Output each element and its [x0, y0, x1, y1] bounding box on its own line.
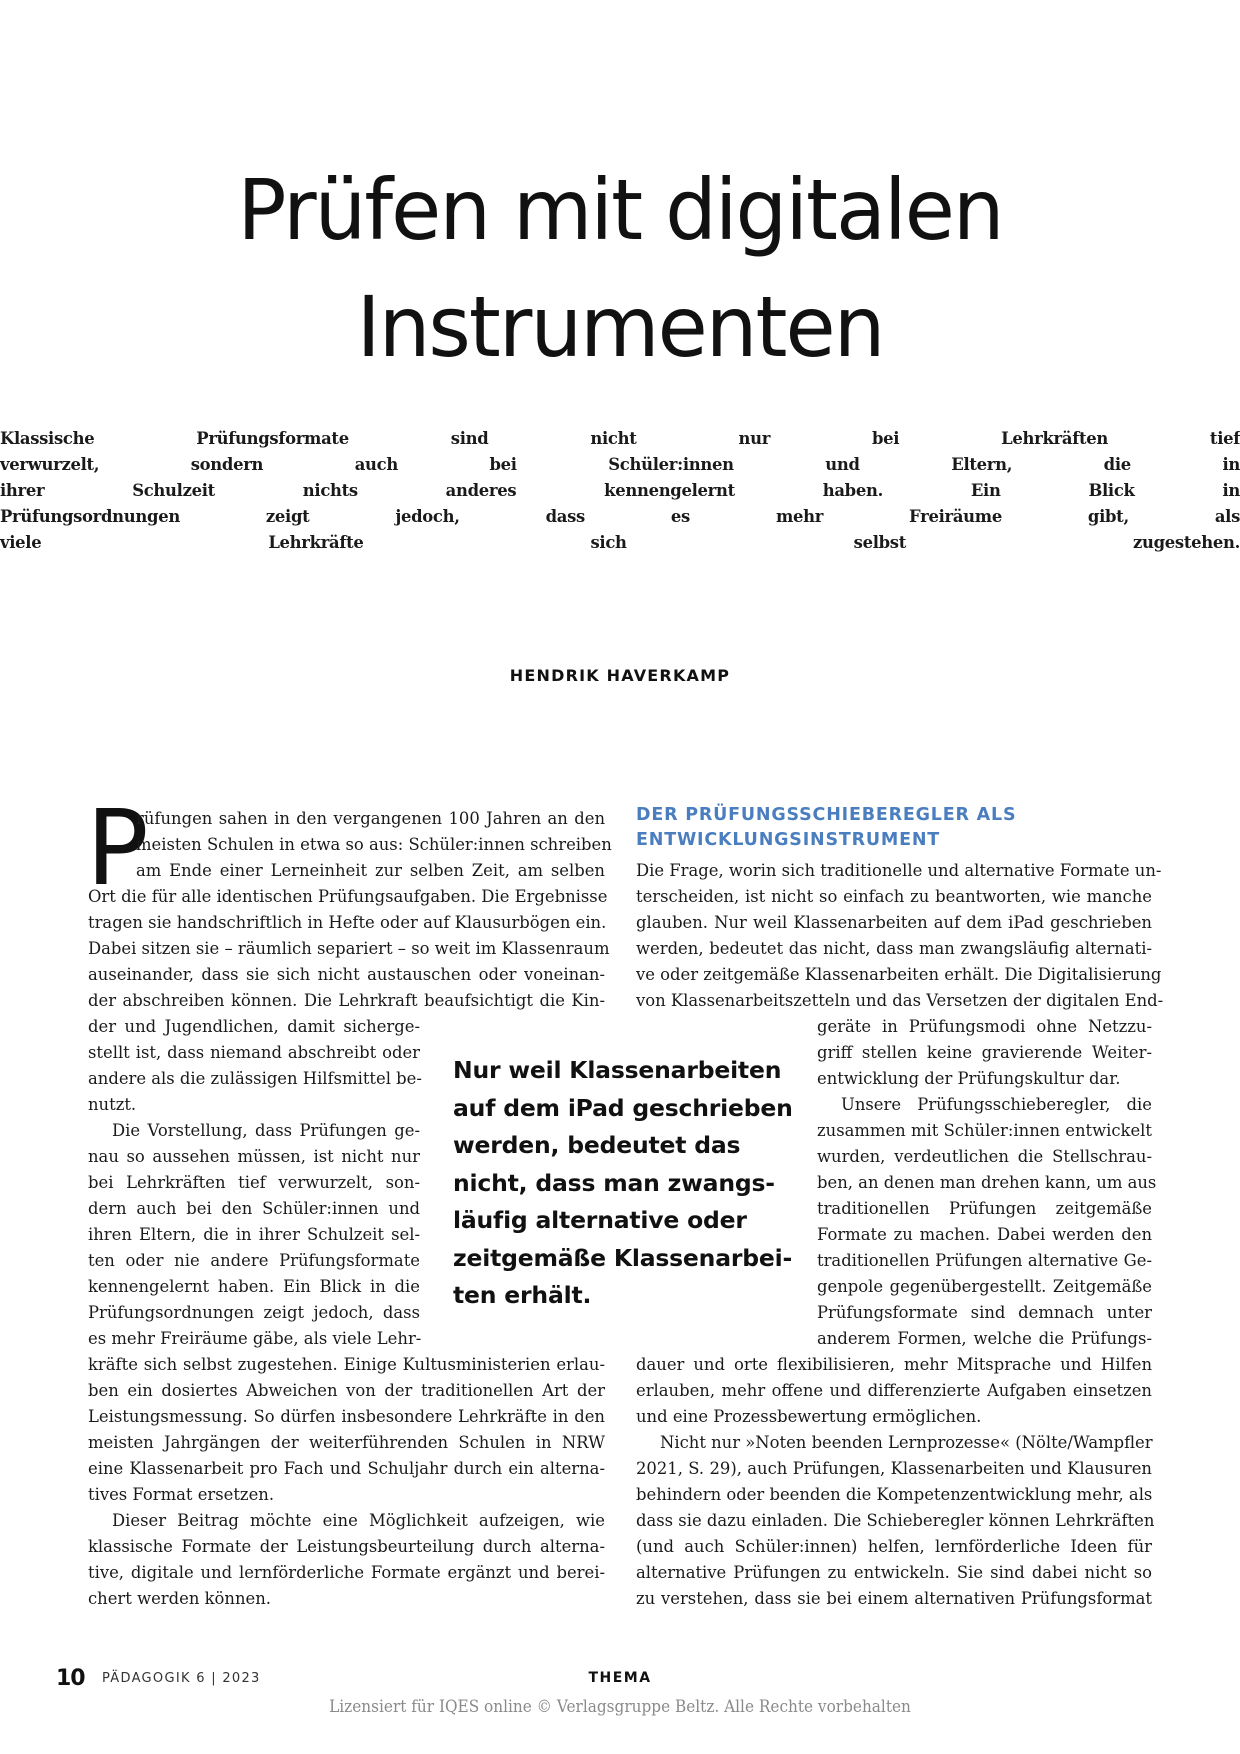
section-heading-line: ENTWICKLUNGSINSTRUMENT [636, 830, 941, 850]
body-text-line: Die Vorstellung, dass Prüfungen ge- [112, 1121, 420, 1140]
body-text-line: anderem Formen, welche die Prüfungs- [817, 1329, 1152, 1348]
body-text-line: Unsere Prüfungsschieberegler, die [841, 1095, 1152, 1114]
body-text-line: andere als die zulässigen Hilfsmittel be- [88, 1069, 422, 1088]
page-number: 10 [56, 1666, 85, 1691]
pull-quote-line: zeitgemäße Klassenarbei- [453, 1243, 793, 1272]
body-text-line: rüfungen sahen in den vergangenen 100 Jahren an den [136, 809, 605, 828]
body-text-line: kennengelernt haben. Ein Blick in die [88, 1277, 420, 1296]
section-label: THEMA [588, 1670, 652, 1686]
body-text-line: Dieser Beitrag möchte eine Möglichkeit aufzeigen, wie [112, 1511, 605, 1530]
pull-quote-line: nicht, dass man zwangs- [453, 1168, 775, 1197]
body-text-line: ihren Eltern, die in ihrer Schulzeit sel- [88, 1225, 420, 1244]
article-title-line: Instrumenten [356, 278, 884, 376]
body-text-line: ben ein dosiertes Abweichen von der traditionellen Art der [88, 1381, 605, 1400]
pull-quote-line: Nur weil Klassenarbeiten [453, 1056, 782, 1084]
body-text-line: tragen sie handschriftlich in Hefte oder auf Klausurbögen ein. [88, 913, 607, 932]
body-text-line: von Klassenarbeitszetteln und das Versetzen der digitalen End- [636, 991, 1164, 1010]
body-text-line: Formate zu machen. Dabei werden den [817, 1225, 1152, 1244]
pull-quote-line: auf dem iPad geschrieben [453, 1093, 793, 1122]
pull-quote-line: werden, bedeutet das [453, 1131, 741, 1159]
body-text-line: griff stellen keine gravierende Weiter- [817, 1043, 1152, 1062]
body-text-line: nau so aussehen müssen, ist nicht nur [88, 1147, 420, 1166]
body-text-line: geräte in Prüfungsmodi ohne Netzzu- [817, 1017, 1152, 1036]
body-text-line: wurden, verdeutlichen die Stellschrau- [817, 1147, 1152, 1166]
body-text-line: traditionellen Prüfungen alternative Ge- [817, 1251, 1152, 1270]
body-text-line: alternative Prüfungen zu entwickeln. Sie sind dabei nicht so [636, 1563, 1152, 1582]
body-text-line: ten oder nie andere Prüfungsformate [88, 1251, 420, 1270]
body-text-line: dauer und orte flexibilisieren, mehr Mitsprache und Hilfen [636, 1355, 1152, 1374]
body-text-line: Prüfungsordnungen zeigt jedoch, dass [88, 1303, 420, 1322]
lead-line: ihrer Schulzeit nichts anderes kennengelernt haben. Ein Blick in [0, 481, 1240, 500]
body-text-line: Ort die für alle identischen Prüfungsaufgaben. Die Ergebnisse [88, 887, 608, 906]
author-byline: HENDRIK HAVERKAMP [509, 666, 731, 685]
body-text-line: der und Jugendlichen, damit sicherge- [88, 1017, 420, 1036]
lead-line: Klassische Prüfungsformate sind nicht nur bei Lehrkräften tief [0, 429, 1240, 448]
body-text-line: Prüfungsformate sind demnach unter [817, 1303, 1152, 1322]
body-text-line: am Ende einer Lerneinheit zur selben Zeit, am selben [136, 861, 605, 880]
lead-line: verwurzelt, sondern auch bei Schüler:innen und Eltern, die in [0, 455, 1240, 474]
body-text-line: Nicht nur »Noten beenden Lernprozesse« (Nölte/Wampfler [660, 1433, 1153, 1452]
article-title-line: Prüfen mit digitalen [237, 161, 1003, 259]
body-text-line: entwicklung der Prüfungskultur dar. [817, 1069, 1121, 1088]
body-text-line: stellt ist, dass niemand abschreibt oder [88, 1043, 420, 1062]
body-text-line: klassische Formate der Leistungsbeurteilung durch alterna- [88, 1537, 605, 1556]
body-text-line: Dabei sitzen sie – räumlich separiert – so weit im Klassenraum [88, 939, 610, 958]
license-notice: Lizensiert für IQES online © Verlagsgruppe Beltz. Alle Rechte vorbehalten [329, 1697, 911, 1717]
body-text-line: zusammen mit Schüler:innen entwickelt [817, 1121, 1152, 1140]
section-heading-line: DER PRÜFUNGSSCHIEBEREGLER ALS [636, 805, 1017, 825]
body-text-line: erlauben, mehr offene und differenzierte Aufgaben einsetzen [636, 1381, 1152, 1400]
body-text-line: werden, bedeutet das nicht, dass man zwangsläufig alternati- [636, 939, 1152, 958]
body-text-line: und eine Prozessbewertung ermöglichen. [636, 1407, 982, 1426]
magazine-issue: PÄDAGOGIK 6 | 2023 [102, 1671, 261, 1686]
lead-line: Prüfungsordnungen zeigt jedoch, dass es mehr Freiräume gibt, als [0, 507, 1240, 526]
body-text-line: auseinander, dass sie sich nicht austauschen oder voneinan- [88, 965, 605, 984]
drop-cap: P [86, 787, 149, 909]
body-text-line: tive, digitale und lernförderliche Formate ergänzt und berei- [88, 1563, 605, 1582]
body-text-line: glauben. Nur weil Klassenarbeiten auf dem iPad geschrieben [636, 913, 1152, 932]
pull-quote-line: ten erhält. [453, 1281, 592, 1309]
body-text-line: tives Format ersetzen. [88, 1485, 275, 1504]
body-text-line: nutzt. [88, 1095, 137, 1114]
body-text-line: terscheiden, ist nicht so einfach zu beantworten, wie manche [636, 887, 1152, 906]
body-text-line: Leistungsmessung. So dürfen insbesondere Lehrkräfte in den [88, 1407, 605, 1426]
body-text-line: dern auch bei den Schüler:innen und [88, 1199, 420, 1218]
body-text-line: ben, an denen man drehen kann, um aus [817, 1173, 1157, 1192]
body-text-line: bei Lehrkräften tief verwurzelt, son- [88, 1173, 420, 1192]
article-lead [0, 426, 1240, 556]
body-text-line: zu verstehen, dass sie bei einem alternativen Prüfungsformat [636, 1589, 1152, 1608]
body-text-line: (und auch Schüler:innen) helfen, lernförderliche Ideen für [636, 1537, 1152, 1556]
pull-quote-line: läufig alternative oder [453, 1206, 747, 1234]
body-text-line: Die Frage, worin sich traditionelle und alternative Formate un- [636, 861, 1162, 880]
body-text-line: meisten Schulen in etwa so aus: Schüler:innen schreiben [136, 835, 612, 854]
body-text-line: der abschreiben können. Die Lehrkraft beaufsichtigt die Kin- [88, 991, 605, 1010]
body-text-line: behindern oder beenden die Kompetenzentwicklung mehr, als [636, 1485, 1153, 1504]
body-text-line: chert werden können. [88, 1589, 271, 1608]
lead-line: viele Lehrkräfte sich selbst zugestehen. [0, 533, 1240, 552]
body-text-line: meisten Jahrgängen der weiterführenden Schulen in NRW [88, 1433, 605, 1452]
body-text-line: kräfte sich selbst zugestehen. Einige Kultusministerien erlau- [88, 1355, 605, 1374]
body-text-line: 2021, S. 29), auch Prüfungen, Klassenarbeiten und Klausuren [636, 1459, 1152, 1478]
body-text-line: ve oder zeitgemäße Klassenarbeiten erhält. Die Digitalisierung [636, 965, 1162, 984]
body-text-line: dass sie dazu einladen. Die Schieberegler können Lehrkräften [636, 1511, 1155, 1530]
body-text-line: es mehr Freiräume gäbe, als viele Lehr- [88, 1329, 422, 1348]
body-text-line: genpole gegenübergestellt. Zeitgemäße [817, 1277, 1152, 1296]
body-text-line: traditionellen Prüfungen zeitgemäße [817, 1199, 1152, 1218]
body-text-line: eine Klassenarbeit pro Fach und Schuljahr durch ein alterna- [88, 1459, 605, 1478]
